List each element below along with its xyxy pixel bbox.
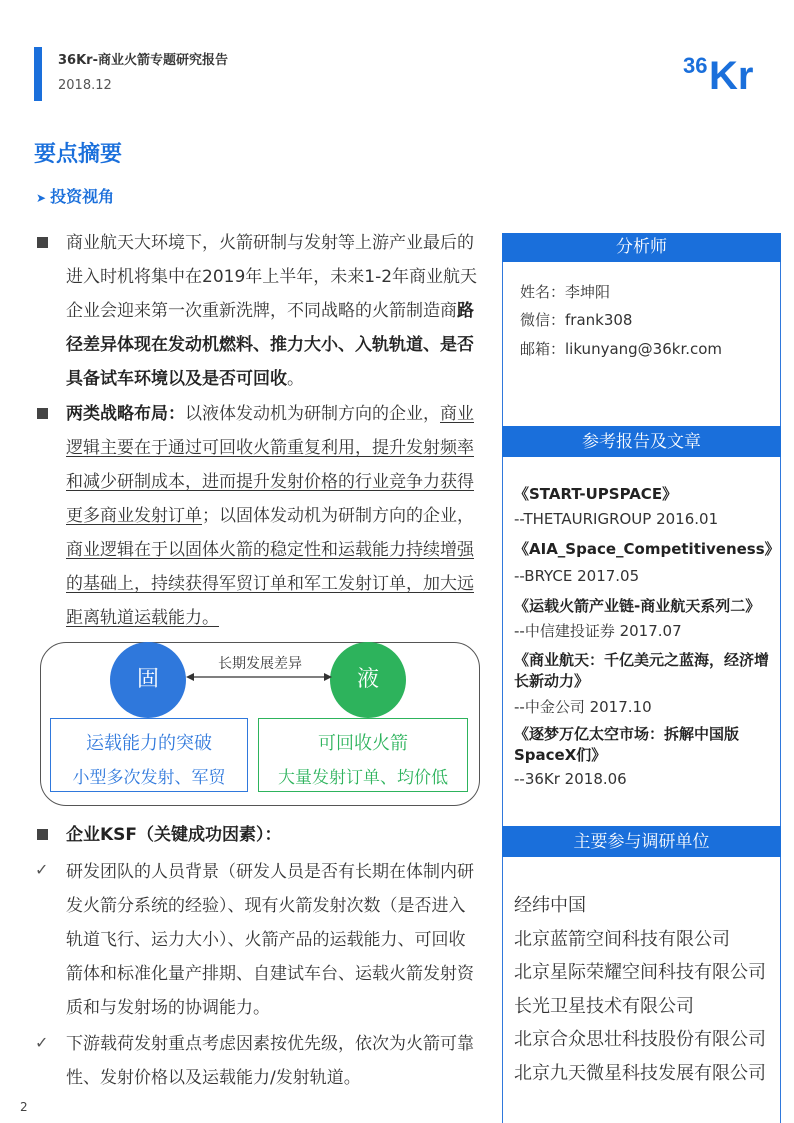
square-bullet-icon <box>37 237 48 248</box>
liquid-box-detail: 大量发射订单、均价低 <box>278 768 448 788</box>
reference-source: --THETAURIGROUP 2016.01 <box>514 510 719 528</box>
report-title: 36Kr-商业火箭专题研究报告 <box>58 53 228 68</box>
bullet-1-end: 。 <box>287 369 304 389</box>
solid-engine-circle: 固 <box>110 642 186 718</box>
reference-source: --中金公司 2017.10 <box>514 698 652 716</box>
double-arrow-icon <box>186 670 332 684</box>
liquid-box-title: 可回收火箭 <box>318 733 408 754</box>
analyst-name: 姓名：李坤阳 <box>520 283 611 301</box>
reference-source: --中信建投证券 2017.07 <box>514 622 682 640</box>
arrow-right-icon: ➤ <box>36 191 47 205</box>
square-bullet-icon <box>37 408 48 419</box>
reference-source: --BRYCE 2017.05 <box>514 567 640 585</box>
bullet-2-text-a: 以液体发动机为研制方向的企业， <box>185 404 440 424</box>
analyst-email: 邮箱：likunyang@36kr.com <box>520 340 723 358</box>
references-header: 参考报告及文章 <box>502 428 781 457</box>
subsection-label: 投资视角 <box>50 187 115 206</box>
orgs-header: 主要参与调研单位 <box>502 828 781 857</box>
subsection-title <box>36 184 114 207</box>
bullet-1-text: 商业航天大环境下，火箭研制与发射等上游产业最后的进入时机将集中在2019年上半年，未来1-2年商业航天企业会迎来第一次重新洗牌，不同战略的火箭制造商 <box>66 233 478 321</box>
bullet-2-underline-b: 商业逻辑在于以固体火箭的稳定性和运载能力持续增强的基础上，持续获得军贸订单和军工发射订单，加大远距离轨道运载能力。 <box>66 540 474 628</box>
svg-text:Kr: Kr <box>709 54 754 93</box>
reference-title: 《商业航天：千亿美元之蓝海，经济增长新动力》 <box>514 651 770 690</box>
reference-title: 《START-UPSPACE》 <box>514 485 678 503</box>
org-item: 北京星际荣耀空间科技有限公司 <box>514 962 766 983</box>
ksf-item-1: 研发团队的人员背景（研发人员是否有长期在体制内研发火箭分系统的经验）、现有火箭发射次数（是否进入轨道飞行、运力大小）、火箭产品的运载能力、可回收箭体和标准化量产排期、自建试车台、运载火箭发射资质和与发射场的协调能力。 <box>66 862 474 1018</box>
reference-title: 《逐梦万亿太空市场：拆解中国版SpaceX们》 <box>514 725 740 764</box>
reference-title: 《AIA_Space_Competitiveness》 <box>514 540 780 558</box>
bullet-paragraph-2 <box>66 397 481 635</box>
arrow-label: 长期发展差异 <box>218 656 302 672</box>
bullet-paragraph-1 <box>66 226 481 396</box>
solid-box-detail: 小型多次发射、军贸 <box>72 768 226 788</box>
analyst-wechat: 微信：frank308 <box>520 311 633 329</box>
square-bullet-icon <box>37 829 48 840</box>
reference-source: --36Kr 2018.06 <box>514 770 627 788</box>
checkmark-icon: ✓ <box>35 1033 49 1052</box>
svg-text:36: 36 <box>683 53 708 78</box>
org-item: 北京蓝箭空间科技有限公司 <box>514 929 730 950</box>
reference-title: 《运载火箭产业链-商业航天系列二》 <box>514 597 761 615</box>
solid-box-title: 运载能力的突破 <box>86 733 212 754</box>
ksf-label: 企业KSF（关键成功因素）： <box>66 825 282 845</box>
bullet-2-underline-a: 商业逻辑主要在于通过可回收火箭重复利用，提升发射频率和减少研制成本，进而提升发射价格的行业竞争力获得更多商业发射订单 <box>66 404 474 526</box>
section-title: 要点摘要 <box>34 142 123 167</box>
ksf-item-2: 下游载荷发射重点考虑因素按优先级，依次为火箭可靠性、发射价格以及运载能力/发射轨道。 <box>66 1034 474 1088</box>
solid-strategy-box <box>50 718 248 792</box>
org-item: 经纬中国 <box>514 895 586 916</box>
analyst-header: 分析师 <box>502 233 781 262</box>
bullet-2-bold: 两类战略布局： <box>66 404 185 424</box>
report-date: 2018.12 <box>58 78 112 93</box>
bullet-1-bold: 路径差异体现在发动机燃料、推力大小、入轨轨道、是否具备试车环境以及是否可回收 <box>66 301 474 389</box>
org-item: 长光卫星技术有限公司 <box>514 996 694 1017</box>
bullet-2-text-b: ；以固体发动机为研制方向的企业， <box>202 506 474 526</box>
org-item: 北京九天微星科技发展有限公司 <box>514 1063 766 1084</box>
page-number: 2 <box>20 1100 28 1114</box>
liquid-engine-circle: 液 <box>330 642 406 718</box>
liquid-strategy-box <box>258 718 468 792</box>
org-item: 北京合众思壮科技股份有限公司 <box>514 1029 766 1050</box>
36kr-logo <box>683 43 763 93</box>
header-accent-bar <box>34 47 42 101</box>
checkmark-icon: ✓ <box>35 860 49 879</box>
